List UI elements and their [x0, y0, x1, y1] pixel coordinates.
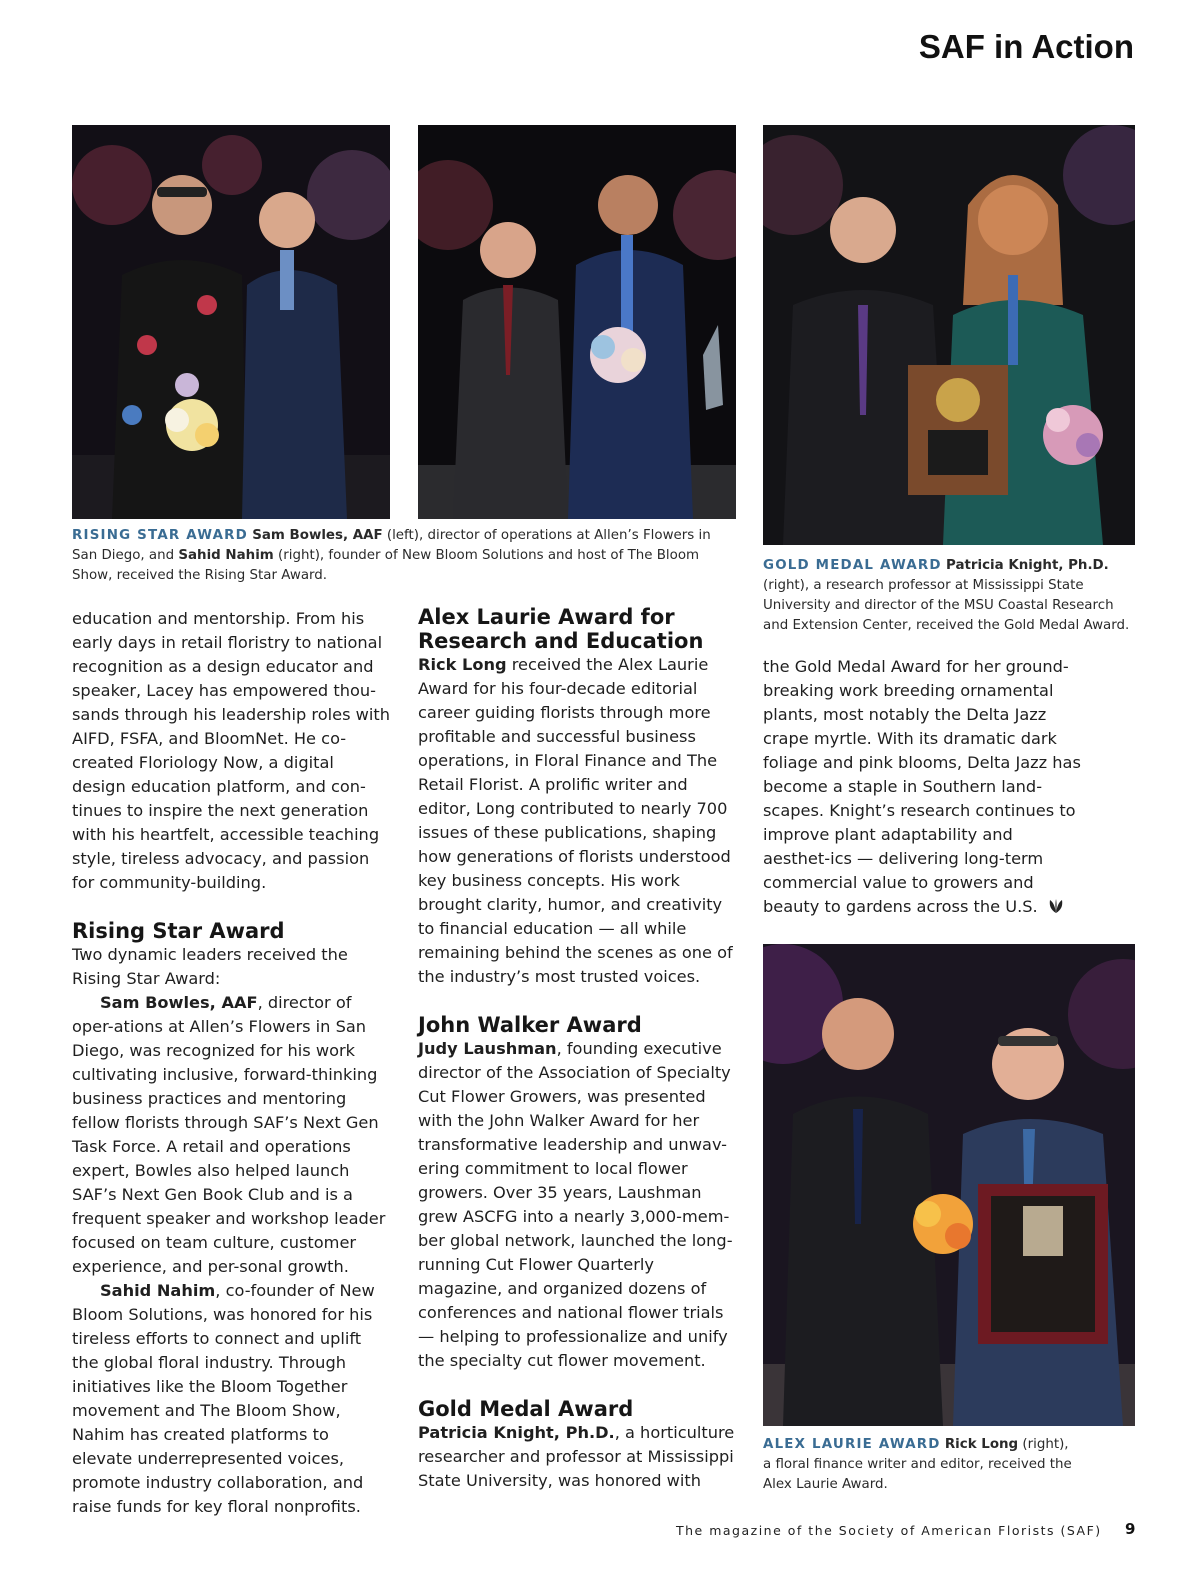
rising-star-intro: Two dynamic leaders received the Rising Star Award: [72, 945, 348, 988]
caption-text: (right), a floral finance writer and editor, received the Alex Laurie Award. [763, 1437, 1072, 1492]
john-walker-paragraph [418, 1037, 736, 1373]
section-title: SAF in Action [918, 28, 1134, 65]
alex-laurie-ceremony-photo [418, 125, 736, 519]
john-walker-heading: John Walker Award [418, 1013, 642, 1037]
laushman-name: Judy Laushman [418, 1039, 557, 1058]
alex-laurie-photo [763, 944, 1135, 1426]
john-walker-text: , founding executive director of the Association of Specialty Cut Flower Growers, was presented with the John Walker Award for her transformative leadership and unwav-ering commitment to local flower growers. Over 35 years, Laushman grew ASCFG into a nearly 3,000-mem-ber global network, launched the long-running Cut Flower Quarterly magazine, and organized dozens of conferences and national flower trials — helping to professionalize and unify the specialty cut flower movement. [418, 1039, 733, 1370]
saf-logo-mark-icon [1047, 898, 1065, 914]
gold-medal-text: , a horticulture researcher and professor at Mississippi State University, was honored with [418, 1423, 735, 1490]
article-column-1 [72, 607, 390, 1519]
alex-laurie-paragraph [418, 653, 736, 989]
nahim-paragraph [72, 1279, 390, 1519]
alex-laurie-heading: Alex Laurie Award for Research and Education [418, 605, 704, 653]
bowles-text: , director of oper-ations at Allen’s Flowers in San Diego, was recognized for his work cultivating inclusive, forward-thinking business practices and mentoring fellow florists through SAF’s Next Gen Task Force. A retail and operations expert, Bowles also helped launch SAF’s Next Gen Book Club and is a frequent speaker and workshop leader focused on team culture, customer experience, and per-sonal growth. [72, 993, 386, 1276]
gold-medal-continued-text: the Gold Medal Award for her ground-breaking work breeding ornamental plants, most notably the Delta Jazz crape myrtle. With its dramatic dark foliage and pink blooms, Delta Jazz has become a staple in Southern land-scapes. Knight’s research continues to improve plant adaptability and aesthet-ics — delivering long-term commercial value to growers and beauty to gardens across the U.S. [763, 657, 1081, 916]
footer-magazine-line: The magazine of the Society of American Florists (SAF) [676, 1523, 1102, 1538]
caption-text: (left), director of operations at Allen’s Flowers in San Diego, and [72, 528, 711, 563]
caption-person-name: Sam Bowles, AAF [252, 528, 383, 543]
knight-name: Patricia Knight, Ph.D. [418, 1423, 615, 1442]
gold-medal-paragraph [418, 1421, 736, 1493]
article-column-2 [418, 605, 736, 1493]
caption-text: (right), a research professor at Mississippi State University and director of the MSU Coastal Research and Extension Center, received the Gold Medal Award. [763, 578, 1130, 633]
caption-text: (right), founder of New Bloom Solutions and host of The Bloom Show, received the Rising Star Award. [72, 548, 700, 583]
caption-label: RISING STAR AWARD [72, 528, 248, 543]
caption-person-name: Sahid Nahim [178, 548, 274, 563]
caption-person-name: Patricia Knight, Ph.D. [946, 558, 1109, 573]
rising-star-caption [72, 526, 736, 586]
article-column-3 [763, 655, 1083, 919]
alex-laurie-text: received the Alex Laurie Award for his four-decade editorial career guiding florists through more profitable and successful business operations, in Floral Finance and The Retail Florist. A prolific writer and editor, Long contributed to nearly 700 issues of these publications, shaping how generations of florists understood key business concepts. His work brought clarity, humor, and creativity to financial education — all while remaining behind the scenes as one of the industry’s most trusted voices. [418, 655, 733, 986]
caption-label: GOLD MEDAL AWARD [763, 558, 942, 573]
gold-medal-photo [763, 125, 1135, 545]
bowles-name: Sam Bowles, AAF [100, 993, 258, 1012]
lacey-paragraph: education and mentorship. From his early days in retail floristry to national recognition as a design educator and speaker, Lacey has empowered thou-sands through his leadership roles with AIFD, FSFA, and BloomNet. He co-created Floriology Now, a digital design education platform, and con-tinues to inspire the next generation with his heartfelt, accessible teaching style, tireless advocacy, and passion for community-building. [72, 609, 391, 892]
bowles-paragraph [72, 991, 390, 1279]
rising-star-photo [72, 125, 390, 519]
caption-label: ALEX LAURIE AWARD [763, 1437, 941, 1452]
nahim-text: , co-founder of New Bloom Solutions, was honored for his tireless efforts to connect and uplift the global floral industry. Through initiatives like the Bloom Together movement and The Bloom Show, Nahim has created platforms to elevate underrepresented voices, promote industry collaboration, and raise funds for key floral nonprofits. [72, 1281, 375, 1516]
gold-medal-caption [763, 556, 1135, 636]
nahim-name: Sahid Nahim [100, 1281, 216, 1300]
gold-medal-continued-paragraph [763, 655, 1083, 919]
alex-laurie-caption [763, 1435, 1073, 1495]
caption-person-name: Rick Long [944, 1437, 1019, 1452]
rick-long-name: Rick Long [418, 655, 507, 674]
gold-medal-heading: Gold Medal Award [418, 1397, 634, 1421]
page-number: 9 [1125, 1520, 1136, 1538]
rising-star-heading: Rising Star Award [72, 919, 285, 943]
